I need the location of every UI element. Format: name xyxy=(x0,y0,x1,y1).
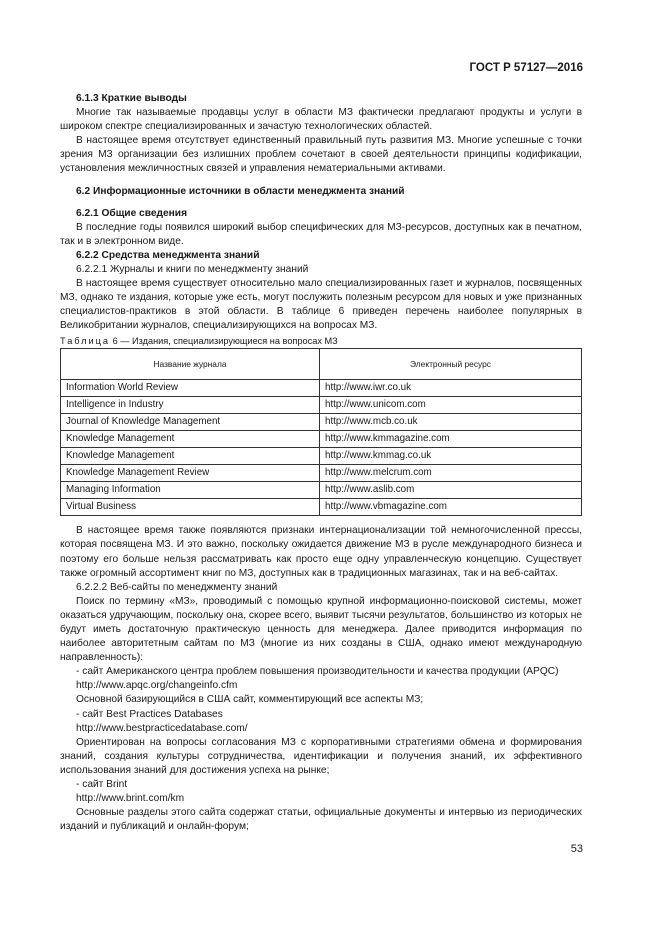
table-row xyxy=(61,413,582,430)
table-header-row xyxy=(61,348,582,379)
table-row xyxy=(61,482,582,499)
journal-name: Information World Review xyxy=(61,379,320,396)
journal-name: Virtual Business xyxy=(61,499,320,516)
table-row xyxy=(61,447,582,464)
paragraph: Поиск по термину «МЗ», проводимый с помощью крупной информационно-поисковой системы, может оказаться удручающим, поскольку она, скорее всего, выявит тысячи результатов, большинство из которых не будут иметь достаточную практическую ценность для менеджера. Далее приводится информация по наиболее авторитетным сайтам по МЗ (многие из них созданы в США, однако имеют международную направленность): xyxy=(60,595,582,664)
paragraph: Многие так называемые продавцы услуг в области МЗ фактически предлагают продукты и услуги в широком спектре специализированных и зачастую технологических областей. xyxy=(60,107,582,133)
journal-url: http://www.melcrum.com xyxy=(320,465,582,482)
journal-url: http://www.mcb.co.uk xyxy=(320,413,582,430)
table-row xyxy=(61,430,582,447)
table-row xyxy=(61,379,582,396)
subsection-heading-6-2-2-1: 6.2.2.1 Журналы и книги по менеджменту знаний xyxy=(76,264,309,276)
journal-url: http://www.vbmagazine.com xyxy=(320,499,582,516)
journal-url: http://www.unicom.com xyxy=(320,396,582,413)
paragraph: В настоящее время также появляются признаки интернационализации той немногочисленной прессы, которая посвящена МЗ. И это важно, поскольку ожидается движение МЗ в русле международного бизнеса и поэтому его больше нельзя рассматривать как просто еще одну управленческую концепцию. Существует также огромный ассортимент книг по МЗ, доступных как в традиционных магазинах, так и на веб-сайтах. xyxy=(60,525,582,579)
list-item: - сайт Best Practices Databases xyxy=(76,708,223,720)
journal-url: http://www.kmmagazine.com xyxy=(320,430,582,447)
table-caption-label: Таблица xyxy=(60,335,111,346)
list-item: - сайт Brint xyxy=(76,779,128,791)
column-header-resource: Электронный ресурс xyxy=(320,348,582,379)
standard-designation: ГОСТ Р 57127—2016 xyxy=(469,62,583,74)
journals-table xyxy=(60,348,582,517)
journal-name: Knowledge Management xyxy=(61,447,320,464)
paragraph: Основные разделы этого сайта содержат статьи, официальные документы и интервью из периодических изданий и публикаций и онлайн-форум; xyxy=(60,807,582,833)
paragraph: Основной базирующийся в США сайт, комментирующий все аспекты МЗ; xyxy=(76,694,424,706)
journal-url: http://www.kmmag.co.uk xyxy=(320,447,582,464)
table-row xyxy=(61,499,582,516)
section-heading-6-2: 6.2 Информационные источники в области менеджмента знаний xyxy=(76,185,405,197)
section-heading-6-2-2: 6.2.2 Средства менеджмента знаний xyxy=(76,249,260,261)
table-row xyxy=(61,396,582,413)
site-url: http://www.brint.com/km xyxy=(76,793,185,805)
page-number: 53 xyxy=(570,843,583,855)
paragraph: В последние годы появился широкий выбор специфических для МЗ-ресурсов, доступных как в печатном, так и в электронном виде. xyxy=(60,221,582,247)
table-caption-text: 6 — Издания, специализирующиеся на вопросах МЗ xyxy=(112,335,338,346)
site-url: http://www.apqc.org/changeinfo.cfm xyxy=(76,680,238,692)
list-item: - сайт Американского центра проблем повышения производительности и качества продукции (APQC) xyxy=(76,666,559,678)
journal-name: Managing Information xyxy=(61,482,320,499)
column-header-journal: Название журнала xyxy=(61,348,320,379)
table-row xyxy=(61,465,582,482)
section-heading-6-1-3: 6.1.3 Краткие выводы xyxy=(76,93,187,104)
paragraph: В настоящее время отсутствует единственный правильный путь развития МЗ. Многие успешные с точки зрения МЗ организации без излишних проблем сочетают в своей деятельности принципы кодификации, установления межличностных связей и управления нематериальными активами. xyxy=(60,135,582,175)
paragraph: В настоящее время существует относительно мало специализированных газет и журналов, посвященных МЗ, однако те издания, которые уже есть, могут послужить полезным ресурсом для новых и уже признанных специалистов-практиков в этой области. В таблице 6 приведен перечень наиболее популярных в Великобритании журналов, специализирующихся на вопросах МЗ. xyxy=(60,278,582,332)
table-caption xyxy=(60,334,582,348)
paragraph: Ориентирован на вопросы согласования МЗ с корпоративными стратегиями обмена и формирования знаний, создания культуры сотрудничества, идентификации и получения знаний, их эффективного использования знаний для достижения успеха на рынке; xyxy=(60,736,582,776)
journal-url: http://www.iwr.co.uk xyxy=(320,379,582,396)
journal-url: http://www.aslib.com xyxy=(320,482,582,499)
site-url: http://www.bestpracticedatabase.com/ xyxy=(76,722,248,734)
section-heading-6-2-1: 6.2.1 Общие сведения xyxy=(76,207,188,219)
journal-name: Knowledge Management xyxy=(61,430,320,447)
document-body xyxy=(60,92,582,834)
subsection-heading-6-2-2-2: 6.2.2.2 Веб-сайты по менеджменту знаний xyxy=(76,581,278,593)
journal-name: Intelligence in Industry xyxy=(61,396,320,413)
journal-name: Journal of Knowledge Management xyxy=(61,413,320,430)
journal-name: Knowledge Management Review xyxy=(61,465,320,482)
